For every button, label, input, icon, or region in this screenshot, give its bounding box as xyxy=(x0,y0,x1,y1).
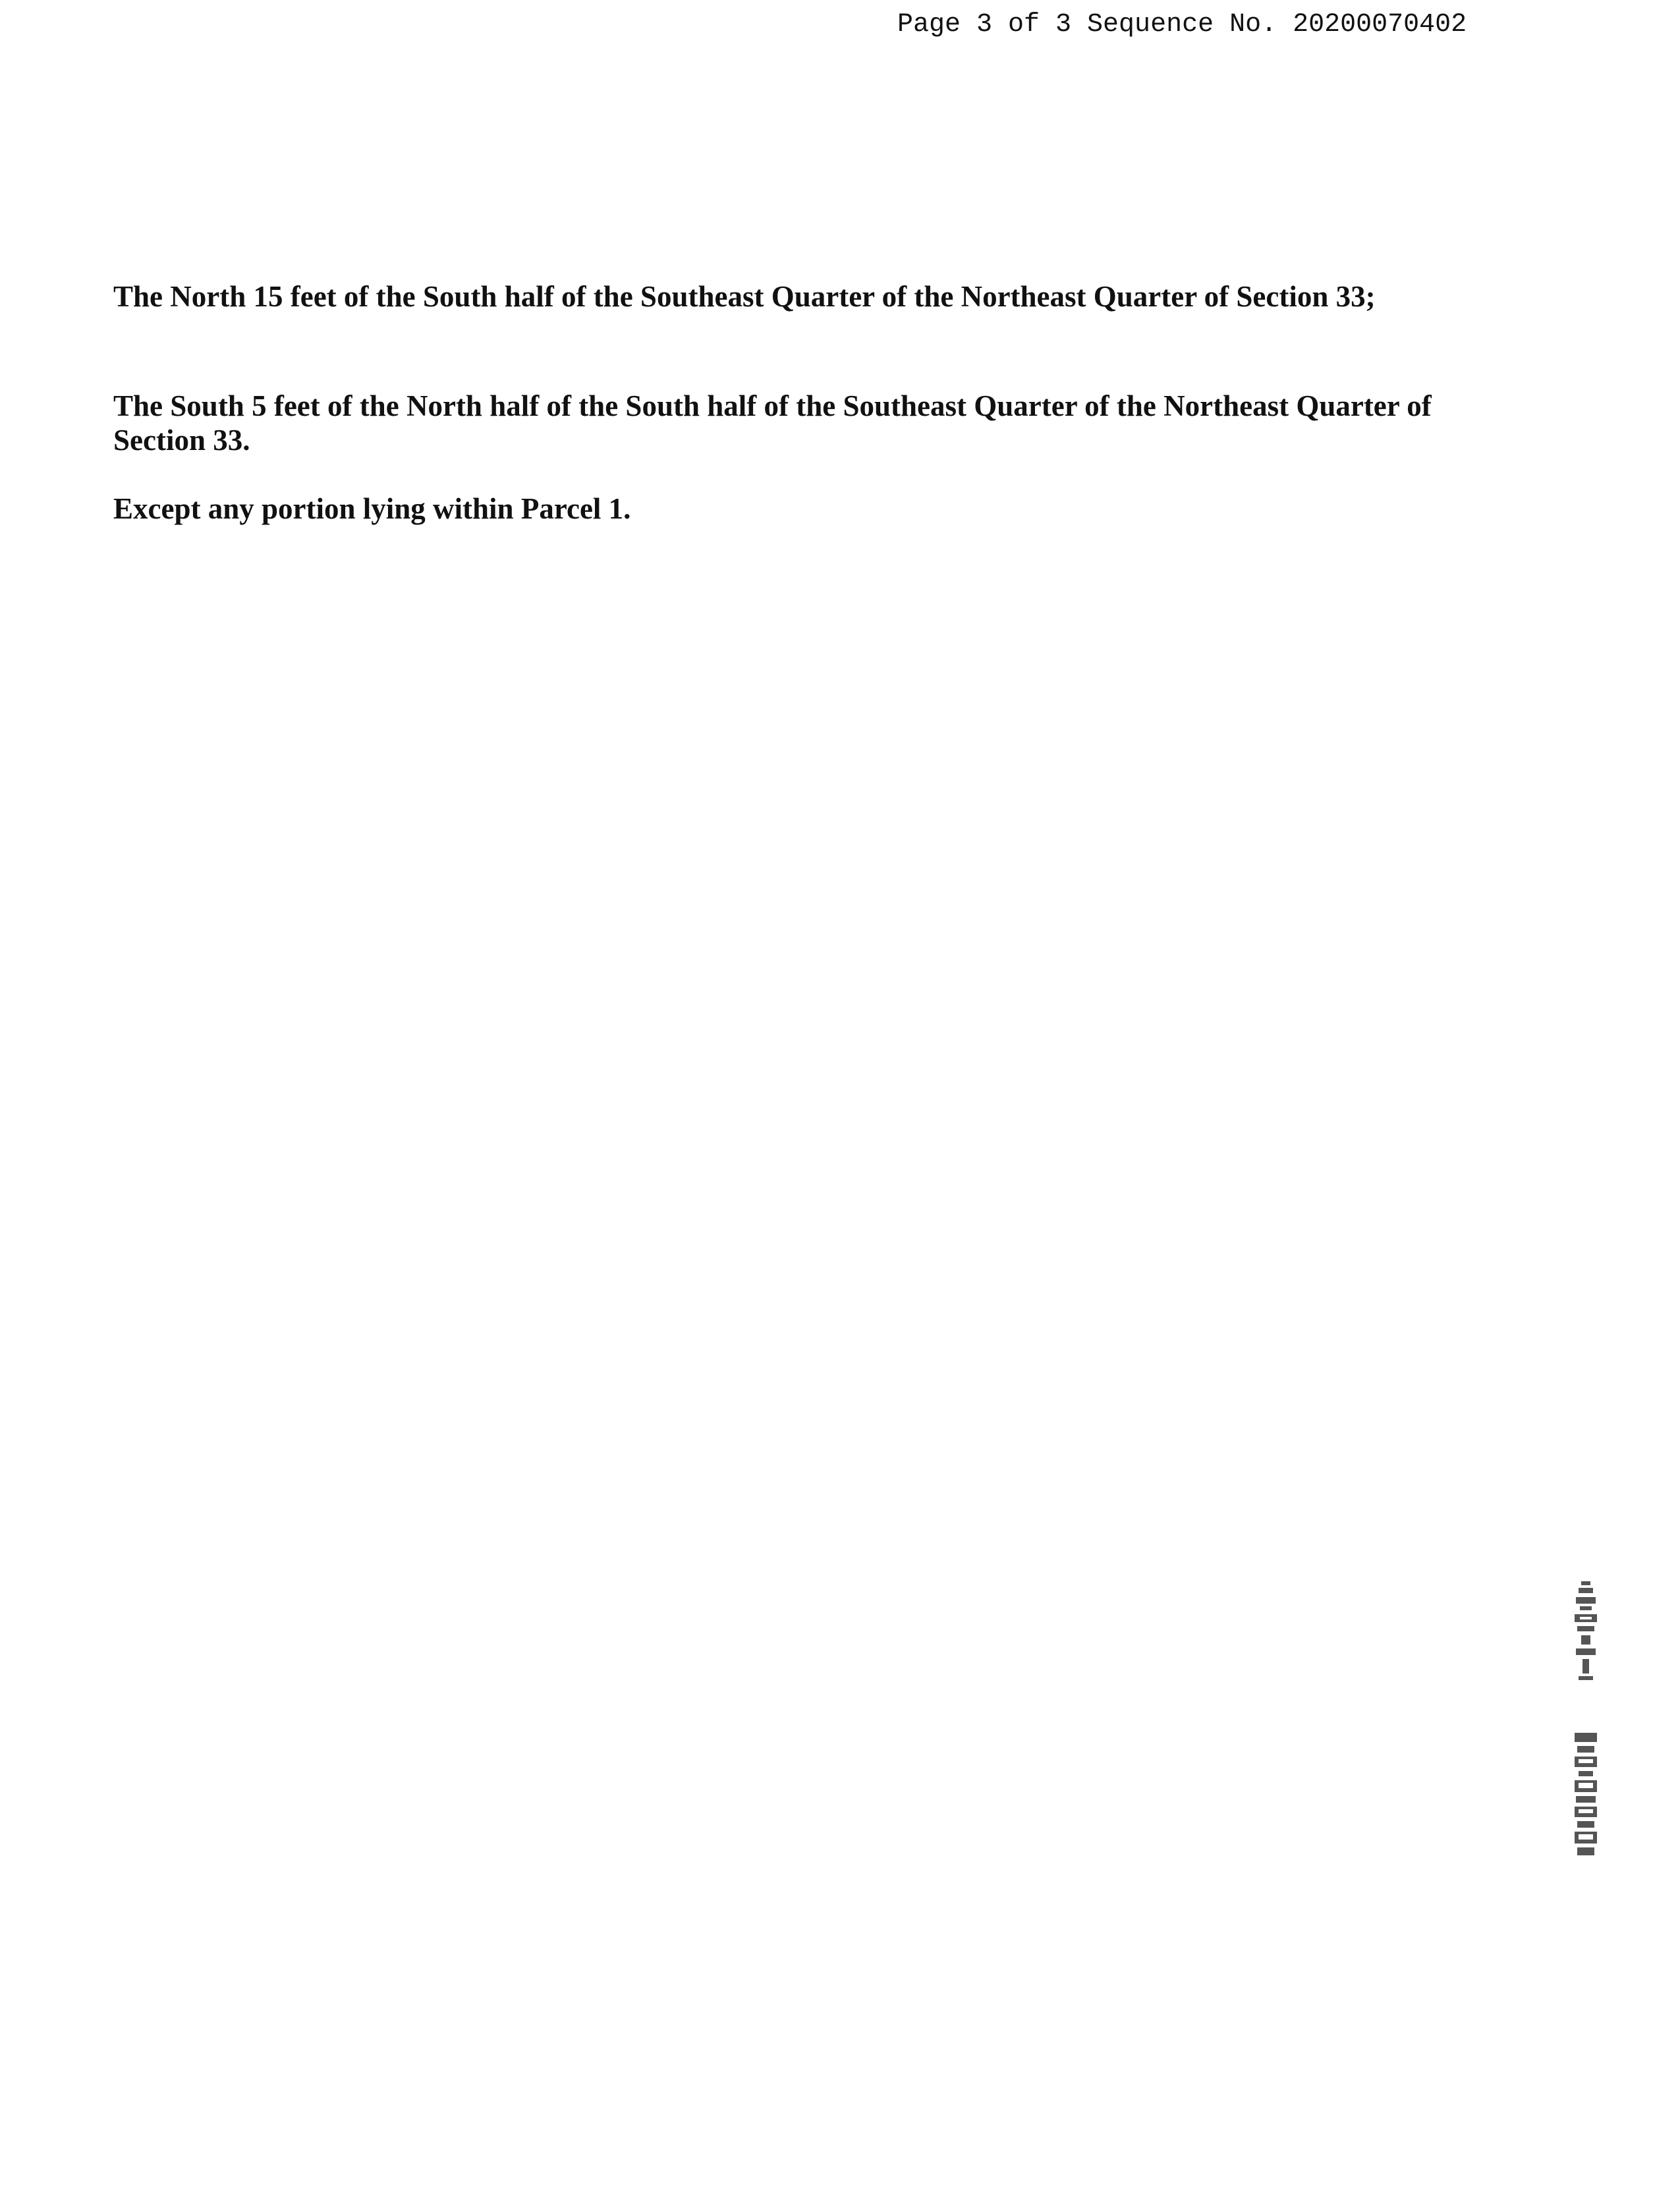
legal-description-exception: Except any portion lying within Parcel 1. xyxy=(113,492,631,525)
legal-description-paragraph-2: The South 5 feet of the North half of the South half of the Southeast Quarter of the Northeast Quarter of Section 33. xyxy=(113,389,1432,457)
page-sequence-header: Page 3 of 3 Sequence No. 20200070402 xyxy=(897,10,1467,40)
legal-description-paragraph-1: The North 15 feet of the South half of the Southeast Quarter of the Northeast Quarter of Section 33; xyxy=(113,280,1376,313)
recording-stamp-icon xyxy=(1567,1581,1606,1865)
